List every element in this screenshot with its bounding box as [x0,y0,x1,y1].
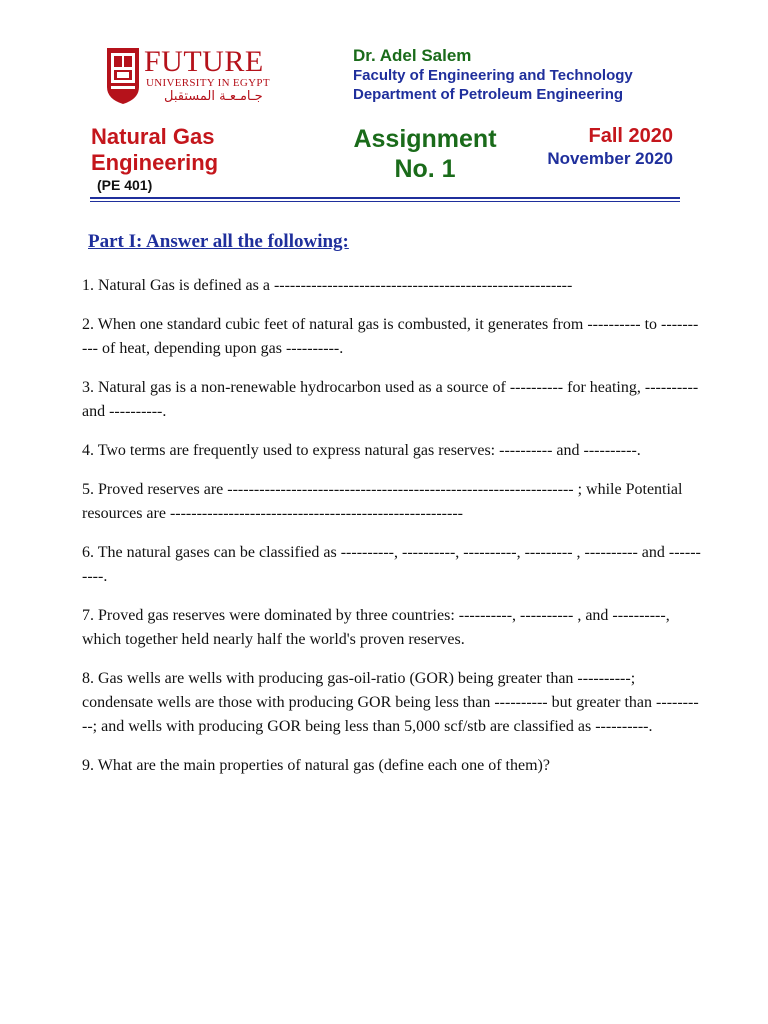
question-item: 2. When one standard cubic feet of natural gas is combusted, it generates from ---------- to ---------- of heat, depending upon gas ----------. [82,316,699,357]
university-shield-icon [106,47,140,105]
question-item: 8. Gas wells are wells with producing gas-oil-ratio (GOR) being greater than ----------; condensate wells are those with producing GOR being less than ---------- but greater than ----------; and wells with producing GOR being less than 5,000 scf/stb are classified as ----------. [82,670,699,735]
logo-name: FUTURE [144,45,264,78]
question-item: 6. The natural gases can be classified as ----------, ----------, ----------, --------- , ---------- and ----------. [82,544,701,585]
term-block [521,124,673,170]
course-block [91,124,218,194]
department-name: Department of Petroleum Engineering [353,86,624,103]
part-heading: Part I: Answer all the following: [88,231,349,252]
author-name: Dr. Adel Salem [353,46,472,65]
question-item: 9. What are the main properties of natural gas (define each one of them)? [82,757,550,774]
logo-arabic-name: جـامـعـة المستقبل [164,89,263,104]
question-item: 5. Proved reserves are ----------------------------------------------------------------- ; while Potential resources are ------------------------------------------------------- [82,481,687,522]
logo-wordmark [144,47,270,105]
term-season: Fall 2020 [588,125,673,147]
term-month: November 2020 [547,149,673,168]
question-item: 1. Natural Gas is defined as a -------------------------------------------------------- [82,277,573,294]
assignment-title [348,124,502,184]
question-list [82,274,702,793]
author-block [353,46,633,104]
course-title-line1: Natural Gas [91,124,215,149]
course-title-line2: Engineering [91,150,219,175]
assignment-label: Assignment [353,125,497,153]
logo-subtitle: UNIVERSITY IN EGYPT [146,77,270,89]
header-divider-thick [90,197,680,199]
faculty-name: Faculty of Engineering and Technology [353,67,633,84]
question-item: 7. Proved gas reserves were dominated by three countries: ----------, ---------- , and ----------, which together held nearly half the world's proven reserves. [82,607,674,648]
header-divider-thin [90,201,680,202]
assignment-number: No. 1 [394,155,456,183]
course-code: (PE 401) [97,177,153,193]
university-logo [100,44,280,114]
question-item: 3. Natural gas is a non-renewable hydrocarbon used as a source of ---------- for heating, ---------- and ----------. [82,379,703,420]
question-item: 4. Two terms are frequently used to express natural gas reserves: ---------- and ----------. [82,442,641,459]
